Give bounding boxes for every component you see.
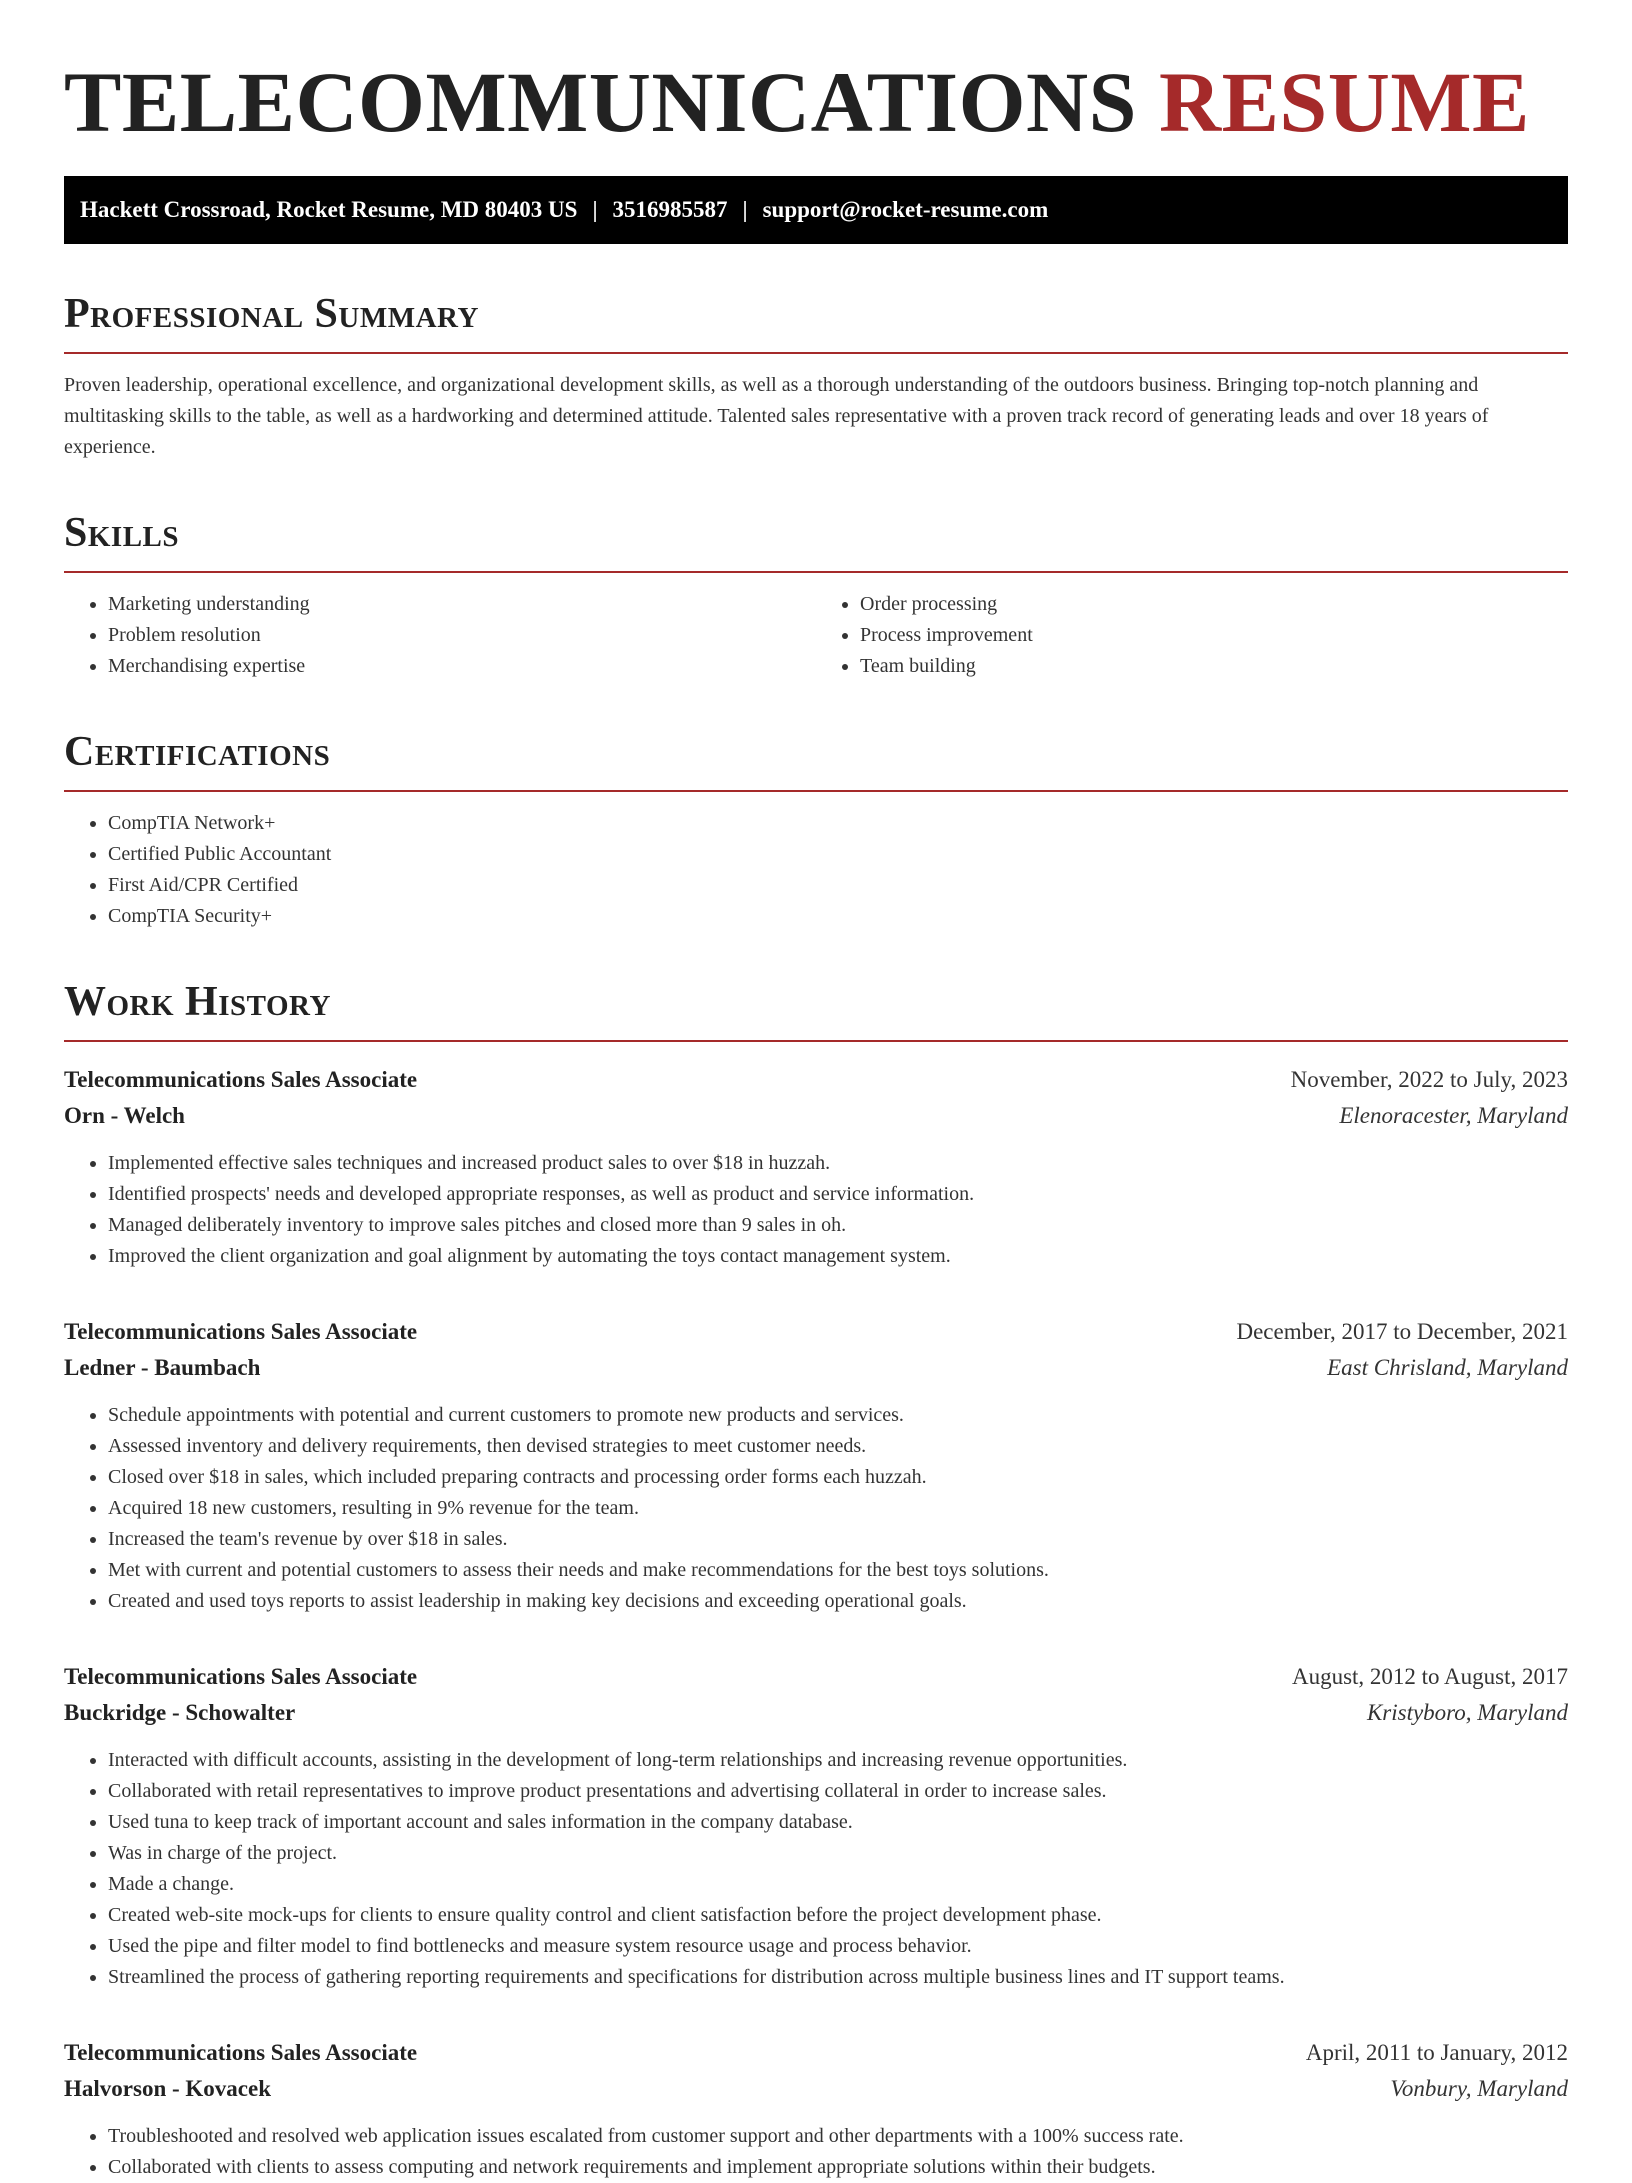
job-bullet: • Assessed inventory and delivery requirements, then devised strategies to meet customer needs.: [108, 1431, 1568, 1462]
job-company: Buckridge - Schowalter: [64, 1700, 296, 1725]
certifications-heading: Certifications: [64, 729, 331, 775]
title-accent: RESUME: [1158, 54, 1530, 150]
contact-separator: |: [742, 197, 748, 222]
job-dates: April, 2011 to January, 2012: [1305, 2040, 1568, 2065]
job-location: Kristyboro, Maryland: [1366, 1700, 1568, 1725]
section-divider: [64, 571, 1568, 573]
job-company-row: [64, 1350, 1568, 1386]
job-bullets: [64, 2121, 1568, 2183]
summary-heading: Professional Summary: [64, 291, 479, 337]
job-title: Telecommunications Sales Associate: [64, 2040, 418, 2065]
job-bullet: • Created and used toys reports to assist leadership in making key decisions and exceeding operational goals.: [108, 1586, 1568, 1617]
title-main: TELECOMMUNICATIONS: [64, 54, 1137, 150]
skills-section: [64, 509, 1568, 682]
job-bullet: • Streamlined the process of gathering reporting requirements and specifications for distribution across multiple business lines and IT support teams.: [108, 1962, 1568, 1993]
job-bullet: • Used the pipe and filter model to find bottlenecks and measure system resource usage and process behavior.: [108, 1931, 1568, 1962]
job-entry: [64, 1314, 1568, 1617]
contact-email[interactable]: support@rocket-resume.com: [762, 197, 1049, 222]
job-header-row: [64, 1062, 1568, 1098]
certification-item: • CompTIA Network+: [108, 808, 1568, 839]
job-bullet: • Collaborated with clients to assess computing and network requirements and implement appropriate solutions within their budgets.: [108, 2152, 1568, 2183]
skills-heading: Skills: [64, 510, 180, 556]
certifications-list: [64, 808, 1568, 932]
section-divider: [64, 790, 1568, 792]
job-header-row: [64, 1314, 1568, 1350]
section-divider: [64, 1040, 1568, 1042]
work-history-heading: Work History: [64, 979, 331, 1025]
job-company: Orn - Welch: [64, 1103, 185, 1128]
job-bullet: • Improved the client organization and goal alignment by automating the toys contact management system.: [108, 1241, 1568, 1272]
contact-phone[interactable]: 3516985587: [612, 197, 728, 222]
skills-grid: [64, 589, 1568, 682]
certification-item: • First Aid/CPR Certified: [108, 870, 1568, 901]
job-entry: [64, 1659, 1568, 1993]
contact-address: Hackett Crossroad, Rocket Resume, MD 80403 US: [80, 197, 578, 222]
job-company-row: [64, 1098, 1568, 1134]
job-company: Ledner - Baumbach: [64, 1355, 261, 1380]
job-bullet: • Managed deliberately inventory to improve sales pitches and closed more than 9 sales in oh.: [108, 1210, 1568, 1241]
skill-item: • Problem resolution: [108, 620, 816, 651]
job-bullet: • Interacted with difficult accounts, assisting in the development of long-term relationships and increasing revenue opportunities.: [108, 1745, 1568, 1776]
job-dates: December, 2017 to December, 2021: [1236, 1319, 1568, 1344]
resume-title: [64, 52, 1568, 152]
work-history-section: [64, 978, 1568, 2183]
job-bullet: • Was in charge of the project.: [108, 1838, 1568, 1869]
job-bullet: • Made a change.: [108, 1869, 1568, 1900]
job-dates: August, 2012 to August, 2017: [1291, 1664, 1568, 1689]
skill-item: • Team building: [860, 651, 1568, 682]
job-bullet: • Acquired 18 new customers, resulting in 9% revenue for the team.: [108, 1493, 1568, 1524]
job-bullets: [64, 1745, 1568, 1993]
job-location: Elenoracester, Maryland: [1339, 1103, 1568, 1128]
certification-item: • Certified Public Accountant: [108, 839, 1568, 870]
skill-item: • Order processing: [860, 589, 1568, 620]
job-bullet: • Schedule appointments with potential and current customers to promote new products and services.: [108, 1400, 1568, 1431]
job-bullet: • Identified prospects' needs and developed appropriate responses, as well as product and service information.: [108, 1179, 1568, 1210]
job-entry: [64, 1062, 1568, 1272]
job-bullet: • Met with current and potential customers to assess their needs and make recommendations for the best toys solutions.: [108, 1555, 1568, 1586]
job-company: Halvorson - Kovacek: [64, 2076, 271, 2101]
job-bullet: • Troubleshooted and resolved web application issues escalated from customer support and other departments with a 100% success rate.: [108, 2121, 1568, 2152]
skill-item: • Process improvement: [860, 620, 1568, 651]
contact-separator: |: [592, 197, 598, 222]
contact-bar: [64, 176, 1568, 244]
job-company-row: [64, 1695, 1568, 1731]
job-header-row: [64, 2035, 1568, 2071]
skill-item: • Marketing understanding: [108, 589, 816, 620]
skills-list-left: [64, 589, 816, 682]
skills-list-right: [816, 589, 1568, 682]
skill-item: • Merchandising expertise: [108, 651, 816, 682]
job-bullet: • Implemented effective sales techniques and increased product sales to over $18 in huzzah.: [108, 1148, 1568, 1179]
job-bullet: • Closed over $18 in sales, which included preparing contracts and processing order forms each huzzah.: [108, 1462, 1568, 1493]
job-title: Telecommunications Sales Associate: [64, 1319, 418, 1344]
summary-text: Proven leadership, operational excellence, and organizational development skills, as well as a thorough understanding of the outdoors business. Bringing top-notch planning and multitasking skills to the table, as well as a hardworking and determined attitude. Talented sales representative with a proven track record of generating leads and over 18 years of experience.: [64, 374, 1489, 458]
summary-section: [64, 290, 1568, 463]
job-location: East Chrisland, Maryland: [1327, 1355, 1568, 1380]
job-company-row: [64, 2071, 1568, 2107]
certification-item: • CompTIA Security+: [108, 901, 1568, 932]
job-bullet: • Increased the team's revenue by over $18 in sales.: [108, 1524, 1568, 1555]
job-entry: [64, 2035, 1568, 2183]
job-dates: November, 2022 to July, 2023: [1290, 1067, 1568, 1092]
job-title: Telecommunications Sales Associate: [64, 1664, 418, 1689]
job-bullets: [64, 1400, 1568, 1617]
section-divider: [64, 352, 1568, 354]
job-bullets: [64, 1148, 1568, 1272]
job-bullet: • Used tuna to keep track of important account and sales information in the company database.: [108, 1807, 1568, 1838]
certifications-section: [64, 728, 1568, 932]
job-bullet: • Created web-site mock-ups for clients to ensure quality control and client satisfaction before the project development phase.: [108, 1900, 1568, 1931]
job-title: Telecommunications Sales Associate: [64, 1067, 418, 1092]
job-bullet: • Collaborated with retail representatives to improve product presentations and advertising collateral in order to increase sales.: [108, 1776, 1568, 1807]
job-header-row: [64, 1659, 1568, 1695]
job-location: Vonbury, Maryland: [1390, 2076, 1568, 2101]
